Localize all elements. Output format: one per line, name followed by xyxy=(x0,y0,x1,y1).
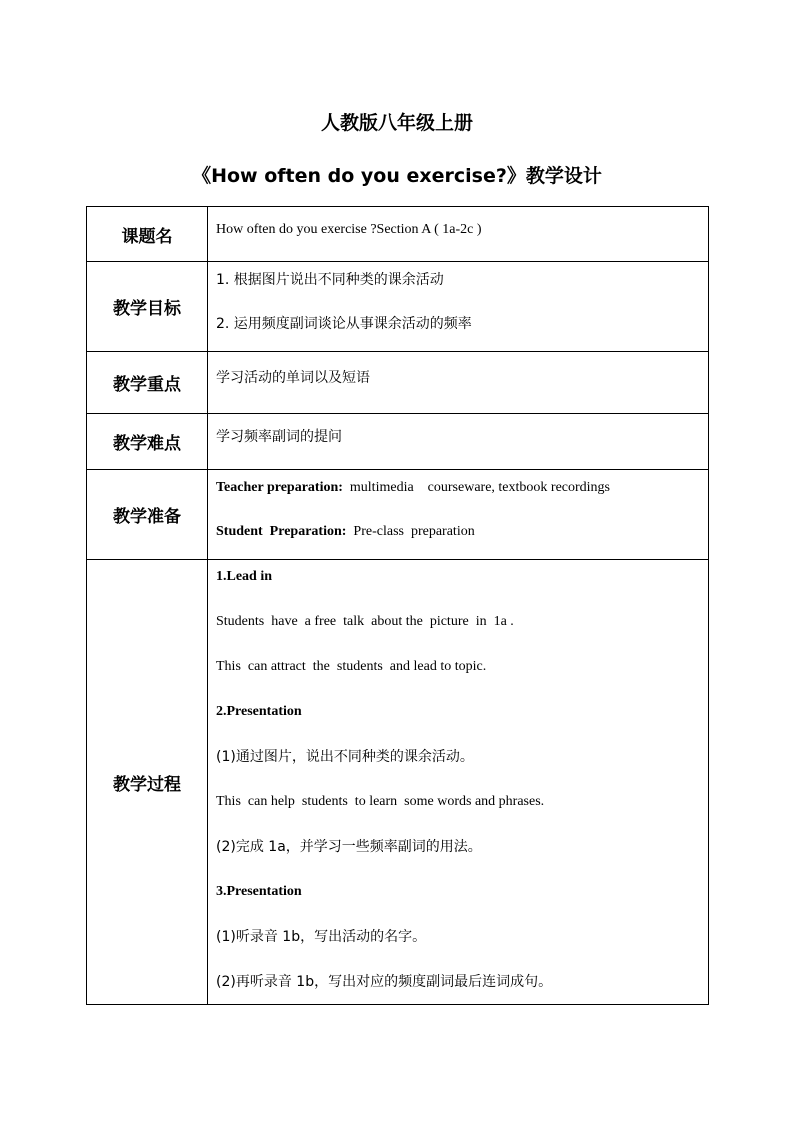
row-content-preparation xyxy=(208,470,709,560)
student-preparation-text: Pre-class preparation xyxy=(346,524,475,539)
table-row-difficulties xyxy=(87,414,709,470)
objective-item: 2. 运用频度副词谈论从事课余活动的频率 xyxy=(216,316,472,332)
row-label-preparation: 教学准备 xyxy=(87,470,208,560)
table-row-objectives xyxy=(87,262,709,352)
student-preparation xyxy=(216,523,700,541)
page-subtitle: 《How often do you exercise?》教学设计 xyxy=(192,165,602,187)
row-label-topic: 课题名 xyxy=(87,207,208,262)
table-row-preparation xyxy=(87,470,709,560)
teacher-preparation-text: multimedia courseware, textbook recordings xyxy=(342,480,610,495)
teacher-preparation xyxy=(216,479,700,497)
row-label-objectives: 教学目标 xyxy=(87,262,208,352)
process-line: Students have a free talk about the picture in 1a . xyxy=(216,614,514,629)
teacher-preparation-label: Teacher preparation: xyxy=(216,480,343,495)
objective-item: 1. 根据图片说出不同种类的课余活动 xyxy=(216,272,444,288)
row-content-topic xyxy=(208,207,709,262)
process-line: 2.Presentation xyxy=(216,704,302,719)
row-content-process xyxy=(208,560,709,1005)
difficulties-text: 学习频率副词的提问 xyxy=(216,429,342,445)
key-points-text: 学习活动的单词以及短语 xyxy=(216,370,370,386)
table-row-topic xyxy=(87,207,709,262)
topic-text: How often do you exercise ?Section A ( 1a-2c ) xyxy=(216,222,482,237)
process-line: (1)听录音 1b，写出活动的名字。 xyxy=(216,929,427,945)
row-label-key-points: 教学重点 xyxy=(87,352,208,414)
process-line: (2)再听录音 1b，写出对应的频度副词最后连词成句。 xyxy=(216,974,553,990)
process-line: 3.Presentation xyxy=(216,884,302,899)
table-row-key-points xyxy=(87,352,709,414)
row-label-difficulties: 教学难点 xyxy=(87,414,208,470)
lesson-plan-table xyxy=(86,206,709,1005)
student-preparation-label: Student Preparation: xyxy=(216,524,347,539)
process-line: This can attract the students and lead to topic. xyxy=(216,659,487,674)
row-content-difficulties xyxy=(208,414,709,470)
process-line: (2)完成 1a，并学习一些频率副词的用法。 xyxy=(216,839,482,855)
process-line: (1)通过图片，说出不同种类的课余活动。 xyxy=(216,749,474,765)
row-label-process: 教学过程 xyxy=(87,560,208,1005)
page-title: 人教版八年级上册 xyxy=(320,112,473,134)
table-row-process xyxy=(87,560,709,1005)
row-content-objectives xyxy=(208,262,709,352)
process-line: This can help students to learn some words and phrases. xyxy=(216,794,545,809)
row-content-key-points xyxy=(208,352,709,414)
process-line: 1.Lead in xyxy=(216,569,273,584)
